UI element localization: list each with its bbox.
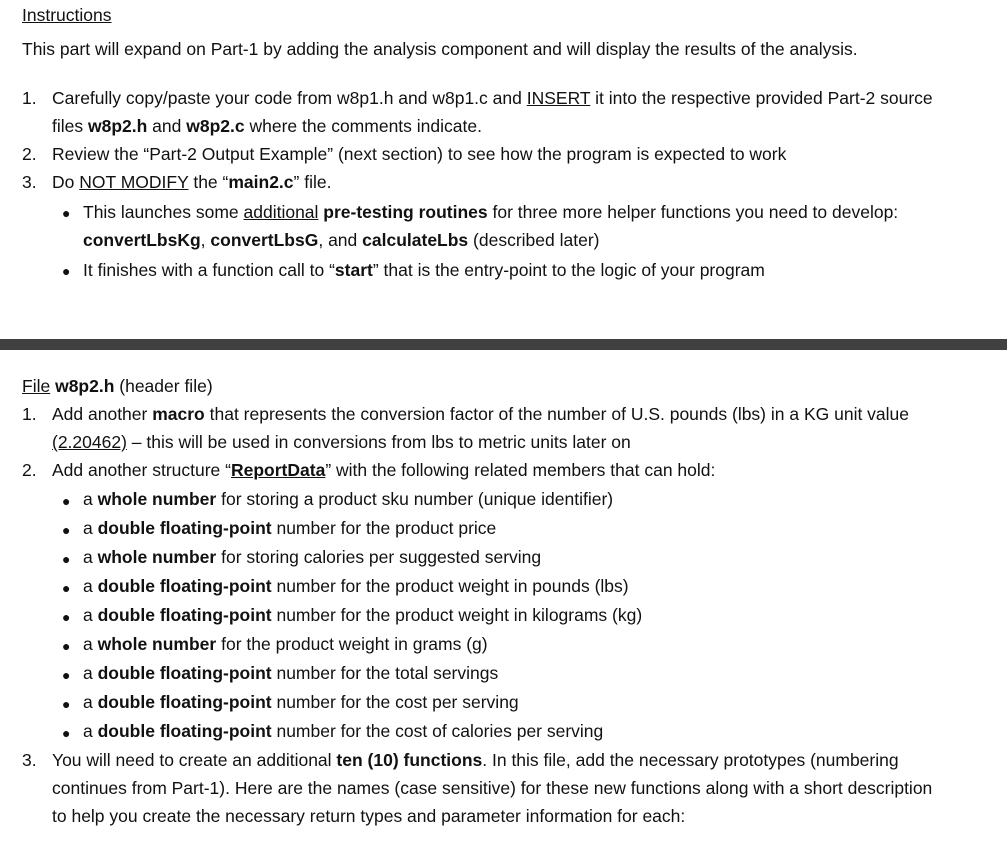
instructions-heading: Instructions <box>22 5 112 25</box>
member-item: a double floating-point number for the product weight in kilograms (kg) <box>83 605 643 625</box>
file-w8p2c: w8p2.c <box>186 116 245 136</box>
s2-item-1-line-1: Add another macro that represents the conversion factor of the number of U.S. pounds (lbs) in a KG unit value <box>52 404 910 424</box>
item-1-line-2: files w8p2.h and w8p2.c where the comments indicate. <box>52 116 482 136</box>
item-1-line-1: Carefully copy/paste your code from w8p1.h and w8p1.c and INSERT it into the respective provided Part-2 source <box>52 88 933 108</box>
s2-item-3-line-2: continues from Part-1). Here are the names (case sensitive) for these new functions along with a short description <box>52 778 933 798</box>
bullet-icon: ● <box>62 725 71 741</box>
member-item: a double floating-point number for the cost of calories per serving <box>83 721 604 741</box>
file-heading: File w8p2.h (header file) <box>22 376 213 396</box>
struct-name: ReportData <box>230 460 326 480</box>
s2-item-3-line-3: to help you create the necessary return types and parameter information for each: <box>52 806 686 826</box>
file-w8p2h: w8p2.h <box>87 116 148 136</box>
bullet-icon: ● <box>62 263 71 279</box>
not-modify-emphasis: NOT MODIFY <box>79 172 189 192</box>
s2-item-1-line-2: (2.20462) – this will be used in conversions from lbs to metric units later on <box>52 432 631 452</box>
item-3-number: 3. <box>22 172 37 192</box>
member-item: a double floating-point number for the total servings <box>83 663 499 683</box>
s2-item-2-text: Add another structure “ReportData” with the following related members that can hold: <box>52 460 716 480</box>
bullet-icon: ● <box>62 580 71 596</box>
bullet-icon: ● <box>62 609 71 625</box>
bullet-icon: ● <box>62 667 71 683</box>
bullet-icon: ● <box>62 638 71 654</box>
bullet-icon: ● <box>62 696 71 712</box>
bullet-icon: ● <box>62 205 71 221</box>
sub-bullet-1-line-1: This launches some additional pre-testing routines for three more helper functions you need to develop: <box>83 202 899 222</box>
item-3-text: Do NOT MODIFY the “main2.c” file. <box>52 172 332 192</box>
item-2-text: Review the “Part-2 Output Example” (next section) to see how the program is expected to work <box>52 144 787 164</box>
bullet-icon: ● <box>62 493 71 509</box>
member-item: a double floating-point number for the product price <box>83 518 497 538</box>
section-divider <box>0 339 1007 350</box>
sub-bullet-2: It finishes with a function call to “start” that is the entry-point to the logic of your program <box>83 260 765 280</box>
bullet-icon: ● <box>62 522 71 538</box>
member-item: a whole number for storing a product sku number (unique identifier) <box>83 489 614 509</box>
item-2-number: 2. <box>22 144 37 164</box>
item-1-number: 1. <box>22 88 37 108</box>
s2-item-3-line-1: You will need to create an additional ten (10) functions. In this file, add the necessary prototypes (numbering <box>52 750 899 770</box>
file-main2c: main2.c <box>228 172 294 192</box>
member-item: a double floating-point number for the product weight in pounds (lbs) <box>83 576 629 596</box>
member-item: a double floating-point number for the cost per serving <box>83 692 519 712</box>
insert-emphasis: INSERT <box>526 88 591 108</box>
s2-item-2-number: 2. <box>22 460 37 480</box>
intro-paragraph: This part will expand on Part-1 by adding the analysis component and will display the results of the analysis. <box>22 39 858 59</box>
bullet-icon: ● <box>62 551 71 567</box>
s2-item-3-number: 3. <box>22 750 37 770</box>
sub-bullet-1-line-2: convertLbsKg, convertLbsG, and calculateLbs (described later) <box>83 230 600 250</box>
member-item: a whole number for storing calories per suggested serving <box>83 547 542 567</box>
s2-item-1-number: 1. <box>22 404 37 424</box>
member-item: a whole number for the product weight in grams (g) <box>83 634 488 654</box>
